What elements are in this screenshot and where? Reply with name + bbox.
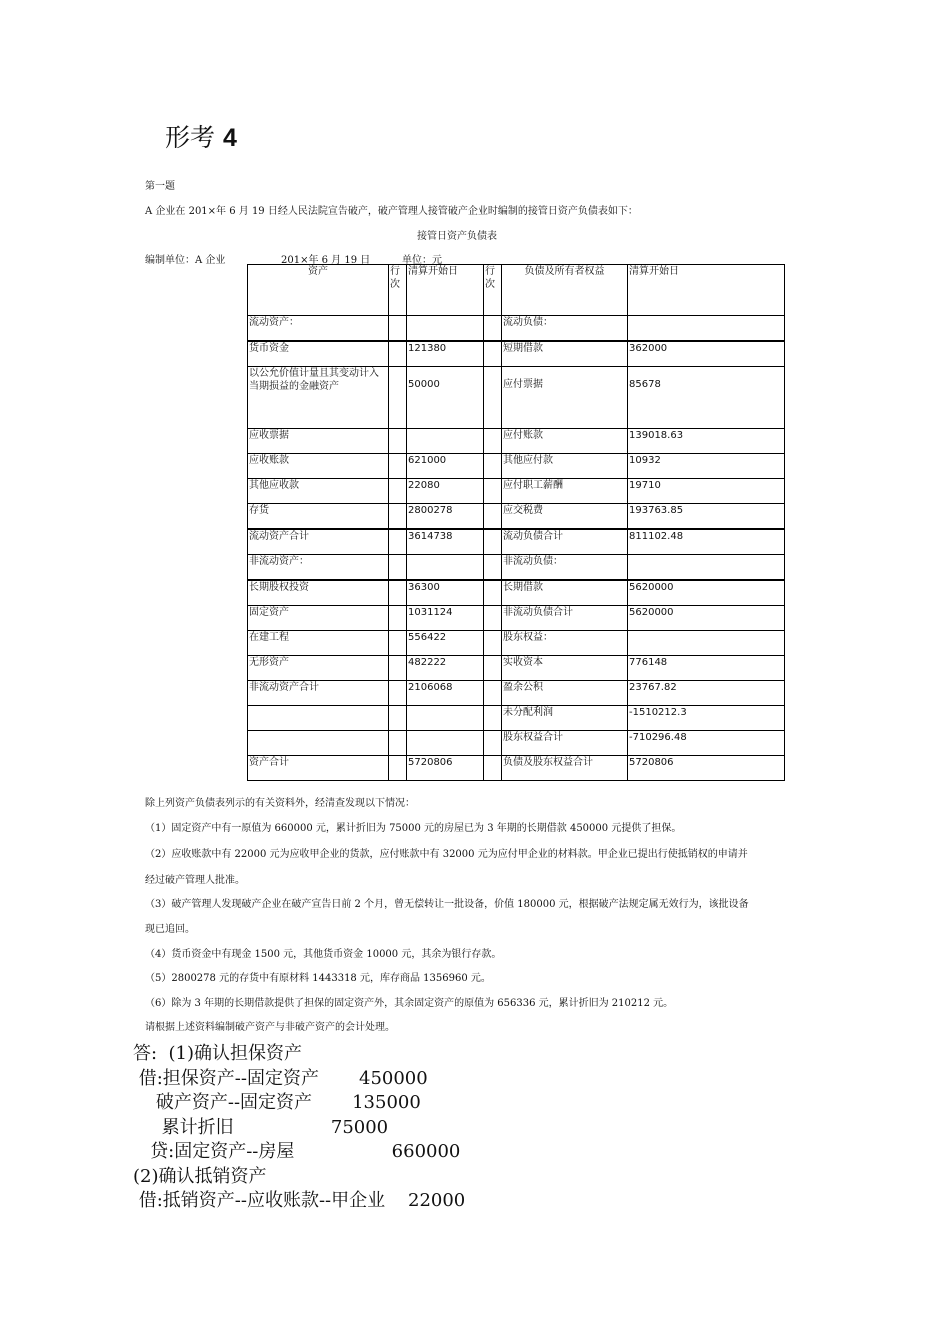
table-cell bbox=[484, 580, 502, 606]
answer-line: 贷:固定资产--房屋 660000 bbox=[133, 1141, 461, 1162]
table-cell: 应付职工薪酬 bbox=[502, 479, 628, 504]
table-cell bbox=[484, 479, 502, 504]
table-cell: 应收账款 bbox=[248, 454, 389, 479]
table-cell: 482222 bbox=[407, 656, 484, 681]
table-row bbox=[248, 429, 785, 454]
table-cell: 长期股权投资 bbox=[248, 580, 389, 606]
table-cell: 85678 bbox=[628, 367, 785, 429]
table-cell bbox=[389, 580, 407, 606]
table-cell bbox=[389, 606, 407, 631]
paragraph: （6）除为 3 年期的长期借款提供了担保的固定资产外，其余固定资产的原值为 656336 元，累计折旧为 210212 元。 bbox=[145, 998, 674, 1009]
table-cell: 固定资产 bbox=[248, 606, 389, 631]
table-cell: 在建工程 bbox=[248, 631, 389, 656]
table-cell: 资产合计 bbox=[248, 756, 389, 781]
table-cell: 以公允价值计量且其变动计入当期损益的金融资产 bbox=[248, 367, 389, 429]
table-cell bbox=[248, 731, 389, 756]
header-line-no: 行次 bbox=[484, 265, 502, 316]
table-cell bbox=[484, 367, 502, 429]
table-cell: 其他应付款 bbox=[502, 454, 628, 479]
table-row bbox=[248, 656, 785, 681]
table-cell bbox=[389, 504, 407, 530]
table-cell: 556422 bbox=[407, 631, 484, 656]
table-cell: 非流动负债： bbox=[502, 555, 628, 581]
table-cell: 1031124 bbox=[407, 606, 484, 631]
question-label: 第一题 bbox=[145, 181, 175, 192]
table-cell: 流动资产合计 bbox=[248, 529, 389, 555]
table-cell: 无形资产 bbox=[248, 656, 389, 681]
table-cell bbox=[389, 341, 407, 367]
table-cell: 股东权益： bbox=[502, 631, 628, 656]
table-date: 201×年 6 月 19 日 bbox=[281, 255, 371, 266]
table-cell: 2800278 bbox=[407, 504, 484, 530]
table-cell bbox=[389, 367, 407, 429]
table-cell: 流动负债： bbox=[502, 316, 628, 342]
table-cell: 实收资本 bbox=[502, 656, 628, 681]
table-cell: 货币资金 bbox=[248, 341, 389, 367]
page-title: 形考 4 bbox=[165, 123, 237, 152]
table-cell bbox=[484, 631, 502, 656]
table-cell: 负债及股东权益合计 bbox=[502, 756, 628, 781]
header-assets: 资产 bbox=[248, 265, 389, 316]
table-row bbox=[248, 529, 785, 555]
table-cell bbox=[484, 555, 502, 581]
intro-text: A 企业在 201×年 6 月 19 日经人民法院宣告破产，破产管理人接管破产企业时编制的接管日资产负债表如下： bbox=[145, 206, 638, 217]
paragraph: 现已追回。 bbox=[145, 924, 195, 935]
table-cell: 139018.63 bbox=[628, 429, 785, 454]
header-liabilities: 负债及所有者权益 bbox=[502, 265, 628, 316]
table-cell: 23767.82 bbox=[628, 681, 785, 706]
paragraph: （3）破产管理人发现破产企业在破产宣告日前 2 个月，曾无偿转让一批设备，价值 180000 元，根据破产法规定属无效行为，该批设备 bbox=[145, 899, 749, 910]
table-cell: 应收票据 bbox=[248, 429, 389, 454]
balance-sheet-table bbox=[247, 264, 785, 781]
table-row bbox=[248, 756, 785, 781]
table-cell: 621000 bbox=[407, 454, 484, 479]
paragraph: （2）应收账款中有 22000 元为应收甲企业的货款，应付账款中有 32000 元为应付甲企业的材料款。甲企业已提出行使抵销权的申请并 bbox=[145, 849, 748, 860]
table-row bbox=[248, 731, 785, 756]
table-row bbox=[248, 580, 785, 606]
table-cell: 应付账款 bbox=[502, 429, 628, 454]
table-cell: 应交税费 bbox=[502, 504, 628, 530]
table-cell bbox=[484, 341, 502, 367]
table-row bbox=[248, 555, 785, 581]
table-cell: 2106068 bbox=[407, 681, 484, 706]
table-cell: 应付票据 bbox=[502, 367, 628, 429]
table-cell bbox=[389, 681, 407, 706]
table-header-row bbox=[248, 265, 785, 316]
table-cell: 22080 bbox=[407, 479, 484, 504]
table-row bbox=[248, 681, 785, 706]
table-cell: 121380 bbox=[407, 341, 484, 367]
table-row bbox=[248, 504, 785, 530]
paragraph: 除上列资产负债表列示的有关资料外，经清查发现以下情况： bbox=[145, 798, 415, 809]
table-cell: 长期借款 bbox=[502, 580, 628, 606]
answer-line: 借:担保资产--固定资产 450000 bbox=[133, 1068, 428, 1089]
table-cell: 362000 bbox=[628, 341, 785, 367]
answer-line: 借:抵销资产--应收账款--甲企业 22000 bbox=[133, 1190, 466, 1211]
table-cell bbox=[248, 706, 389, 731]
table-cell bbox=[389, 631, 407, 656]
table-row bbox=[248, 479, 785, 504]
table-cell: 5620000 bbox=[628, 606, 785, 631]
header-line-no: 行次 bbox=[389, 265, 407, 316]
table-cell bbox=[389, 555, 407, 581]
table-row bbox=[248, 341, 785, 367]
table-row bbox=[248, 631, 785, 656]
table-cell bbox=[484, 504, 502, 530]
table-title: 接管日资产负债表 bbox=[417, 231, 497, 242]
table-cell bbox=[407, 316, 484, 342]
paragraph: 经过破产管理人批准。 bbox=[145, 875, 245, 886]
table-cell: 存货 bbox=[248, 504, 389, 530]
table-cell bbox=[389, 656, 407, 681]
header-start-date: 清算开始日 bbox=[628, 265, 785, 316]
paragraph: （4）货币资金中有现金 1500 元，其他货币资金 10000 元，其余为银行存款。 bbox=[145, 949, 502, 960]
table-cell bbox=[389, 756, 407, 781]
answer-line: 破产资产--固定资产 135000 bbox=[133, 1092, 421, 1113]
table-cell: 50000 bbox=[407, 367, 484, 429]
compiler-unit: 编制单位：A 企业 bbox=[145, 255, 226, 266]
header-start-date: 清算开始日 bbox=[407, 265, 484, 316]
table-cell: 非流动资产合计 bbox=[248, 681, 389, 706]
table-cell bbox=[484, 454, 502, 479]
table-cell bbox=[407, 555, 484, 581]
table-cell: 非流动资产： bbox=[248, 555, 389, 581]
table-cell bbox=[484, 731, 502, 756]
table-cell bbox=[407, 429, 484, 454]
table-cell: 10932 bbox=[628, 454, 785, 479]
table-cell: -1510212.3 bbox=[628, 706, 785, 731]
table-cell bbox=[484, 529, 502, 555]
table-cell bbox=[484, 681, 502, 706]
table-cell bbox=[389, 479, 407, 504]
table-row bbox=[248, 367, 785, 429]
table-cell: 5720806 bbox=[407, 756, 484, 781]
table-cell bbox=[389, 731, 407, 756]
paragraph: （1）固定资产中有一原值为 660000 元，累计折旧为 75000 元的房屋已为 3 年期的长期借款 450000 元提供了担保。 bbox=[145, 823, 682, 834]
table-cell: 3614738 bbox=[407, 529, 484, 555]
table-cell: 5720806 bbox=[628, 756, 785, 781]
table-cell bbox=[628, 631, 785, 656]
table-cell bbox=[628, 316, 785, 342]
table-cell: 非流动负债合计 bbox=[502, 606, 628, 631]
table-cell: 811102.48 bbox=[628, 529, 785, 555]
table-cell: 5620000 bbox=[628, 580, 785, 606]
answer-line: (2)确认抵销资产 bbox=[133, 1166, 267, 1187]
table-row bbox=[248, 454, 785, 479]
table-cell bbox=[407, 731, 484, 756]
table-cell: 776148 bbox=[628, 656, 785, 681]
table-cell bbox=[484, 429, 502, 454]
table-cell: 未分配利润 bbox=[502, 706, 628, 731]
table-cell bbox=[407, 706, 484, 731]
table-cell: 流动资产： bbox=[248, 316, 389, 342]
paragraph: 请根据上述资料编制破产资产与非破产资产的会计处理。 bbox=[145, 1022, 395, 1033]
table-row bbox=[248, 316, 785, 342]
table-cell bbox=[389, 454, 407, 479]
table-cell bbox=[389, 316, 407, 342]
table-cell bbox=[484, 656, 502, 681]
table-cell: -710296.48 bbox=[628, 731, 785, 756]
table-cell: 193763.85 bbox=[628, 504, 785, 530]
table-row bbox=[248, 706, 785, 731]
table-cell: 流动负债合计 bbox=[502, 529, 628, 555]
table-cell bbox=[484, 316, 502, 342]
table-cell: 19710 bbox=[628, 479, 785, 504]
table-cell bbox=[628, 555, 785, 581]
table-cell bbox=[389, 429, 407, 454]
table-cell: 短期借款 bbox=[502, 341, 628, 367]
table-cell bbox=[484, 706, 502, 731]
table-cell: 36300 bbox=[407, 580, 484, 606]
answer-line: 累计折旧 75000 bbox=[133, 1117, 389, 1138]
table-cell bbox=[389, 706, 407, 731]
table-row bbox=[248, 606, 785, 631]
paragraph: （5）2800278 元的存货中有原材料 1443318 元，库存商品 1356960 元。 bbox=[145, 973, 491, 984]
table-cell: 股东权益合计 bbox=[502, 731, 628, 756]
currency-unit: 单位：元 bbox=[402, 255, 442, 266]
table-cell bbox=[484, 606, 502, 631]
table-cell: 盈余公积 bbox=[502, 681, 628, 706]
table-cell bbox=[389, 529, 407, 555]
answer-line: 答: (1)确认担保资产 bbox=[133, 1043, 303, 1064]
table-cell: 其他应收款 bbox=[248, 479, 389, 504]
table-cell bbox=[484, 756, 502, 781]
